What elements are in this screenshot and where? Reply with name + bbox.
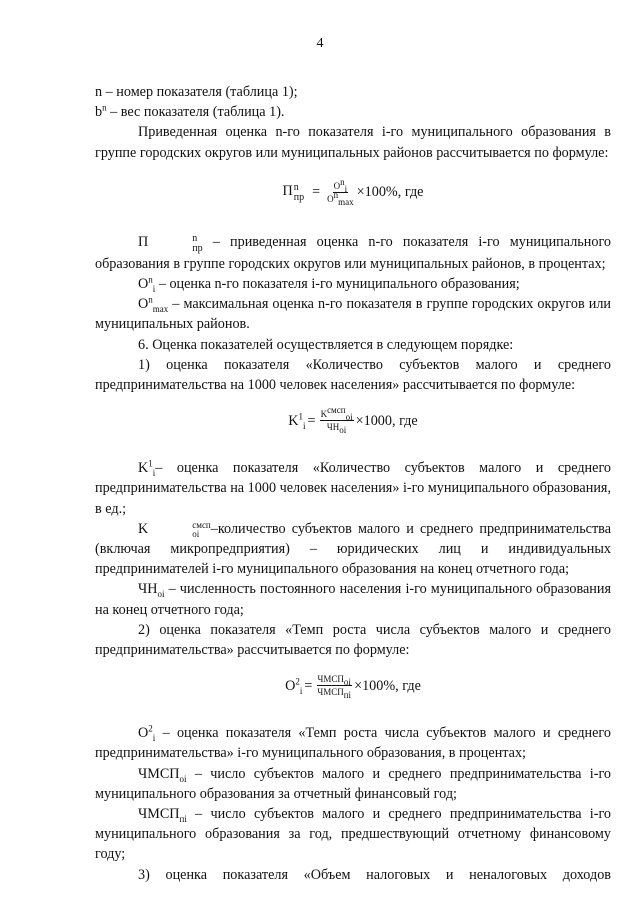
def-o2: $O^2_i$ – оценка показателя «Темп роста числа субъектов малого и среднего предпринимательства» i-го муниципального образования, в процентах; (95, 723, 611, 762)
def-n: n – номер показателя (таблица 1); (95, 84, 298, 100)
formula-2-lhs: $K^1_i$ (288, 410, 306, 431)
formula-1-lhs: П n пр (282, 182, 305, 204)
section-6-3: 3) оценка показателя «Объем налоговых и неналоговых доходов (138, 866, 611, 883)
formula-2-fraction: $\frac{K^{смсп}_{oi}}{ЧН_{oi}}$ (320, 405, 353, 436)
formula-3-suffix: ×100%, где (354, 677, 421, 694)
def-b: $b^n$ – вес показателя (таблица 1). (95, 102, 285, 121)
formula-3-lhs: $O^2_i$ (285, 675, 303, 696)
def-p-pr: П n пр – приведенная оценка n-го показателя i-го муниципального образования в группе городских округов или муниципальных районов, в процентах; (95, 232, 611, 272)
body-text (95, 82, 611, 885)
section-6-1: 1) оценка показателя «Количество субъектов малого и среднего предпринимательства на 1000 человек населения» рассчитывается по формуле: (95, 356, 611, 394)
def-omax: $O^n_{max}$ – максимальная оценка n-го показателя в группе городских округов или муниципальных районов. (95, 294, 611, 333)
section-6-2: 2) оценка показателя «Темп роста числа субъектов малого и среднего предпринимательства» рассчитывается по формуле: (95, 621, 611, 659)
def-k1: $K^1_i-$ оценка показателя «Количество субъектов малого и среднего предпринимательства на 1000 человек населения» i-го муниципального образования, в ед.; (95, 458, 611, 517)
formula-2-suffix: ×1000, где (355, 412, 418, 429)
formula-3-fraction: $\frac{ЧМСП_{oi}}{ЧМСП_{пi}}$ (317, 674, 352, 701)
intro-paragraph: Приведенная оценка n-го показателя i-го муниципального образования в группе городских округов или муниципальных районов рассчитывается по формуле: (95, 124, 611, 161)
def-chmsp-pi: $ЧМСП_{пi}$ – число субъектов малого и среднего предпринимательства i-го муниципального образования за год, предшествующий отчетному финансовому году; (95, 806, 611, 863)
formula-1: П n пр = $\frac{O^n_i}{O^n_{max}}$ ×100%, где (282, 176, 424, 207)
def-chn: $ЧН_{oi}$ – численность постоянного населения i-го муниципального образования на конец отчетного года; (95, 581, 611, 618)
section-6: 6. Оценка показателей осуществляется в следующем порядке: (138, 336, 514, 353)
page-number: 4 (316, 36, 324, 51)
formula-1-fraction: $\frac{O^n_i}{O^n_{max}}$ (327, 176, 354, 207)
formula-3: $O^2_i$ = $\frac{ЧМСП_{oi}}{ЧМСП_{пi}}$ ×100%, где (285, 674, 421, 701)
formula-1-suffix: ×100%, где (356, 184, 424, 201)
def-ksmsp: K смсп oi –количество субъектов малого и среднего предпринимательства (включая микропредприятия) – юридических лиц и индивидуальных предпринимателей i-го муниципального образования на конец отчетного года; (95, 519, 611, 578)
def-o: $O^n_i$ – оценка n-го показателя i-го муниципального образования; (138, 274, 520, 294)
def-chmsp-oi: $ЧМСП_{oi}$ – число субъектов малого и среднего предпринимательства i-го муниципального образования за отчетный финансовый год; (95, 765, 611, 802)
formula-2: $K^1_i$ = $\frac{K^{смсп}_{oi}}{ЧН_{oi}}$ ×1000, где (288, 405, 418, 436)
